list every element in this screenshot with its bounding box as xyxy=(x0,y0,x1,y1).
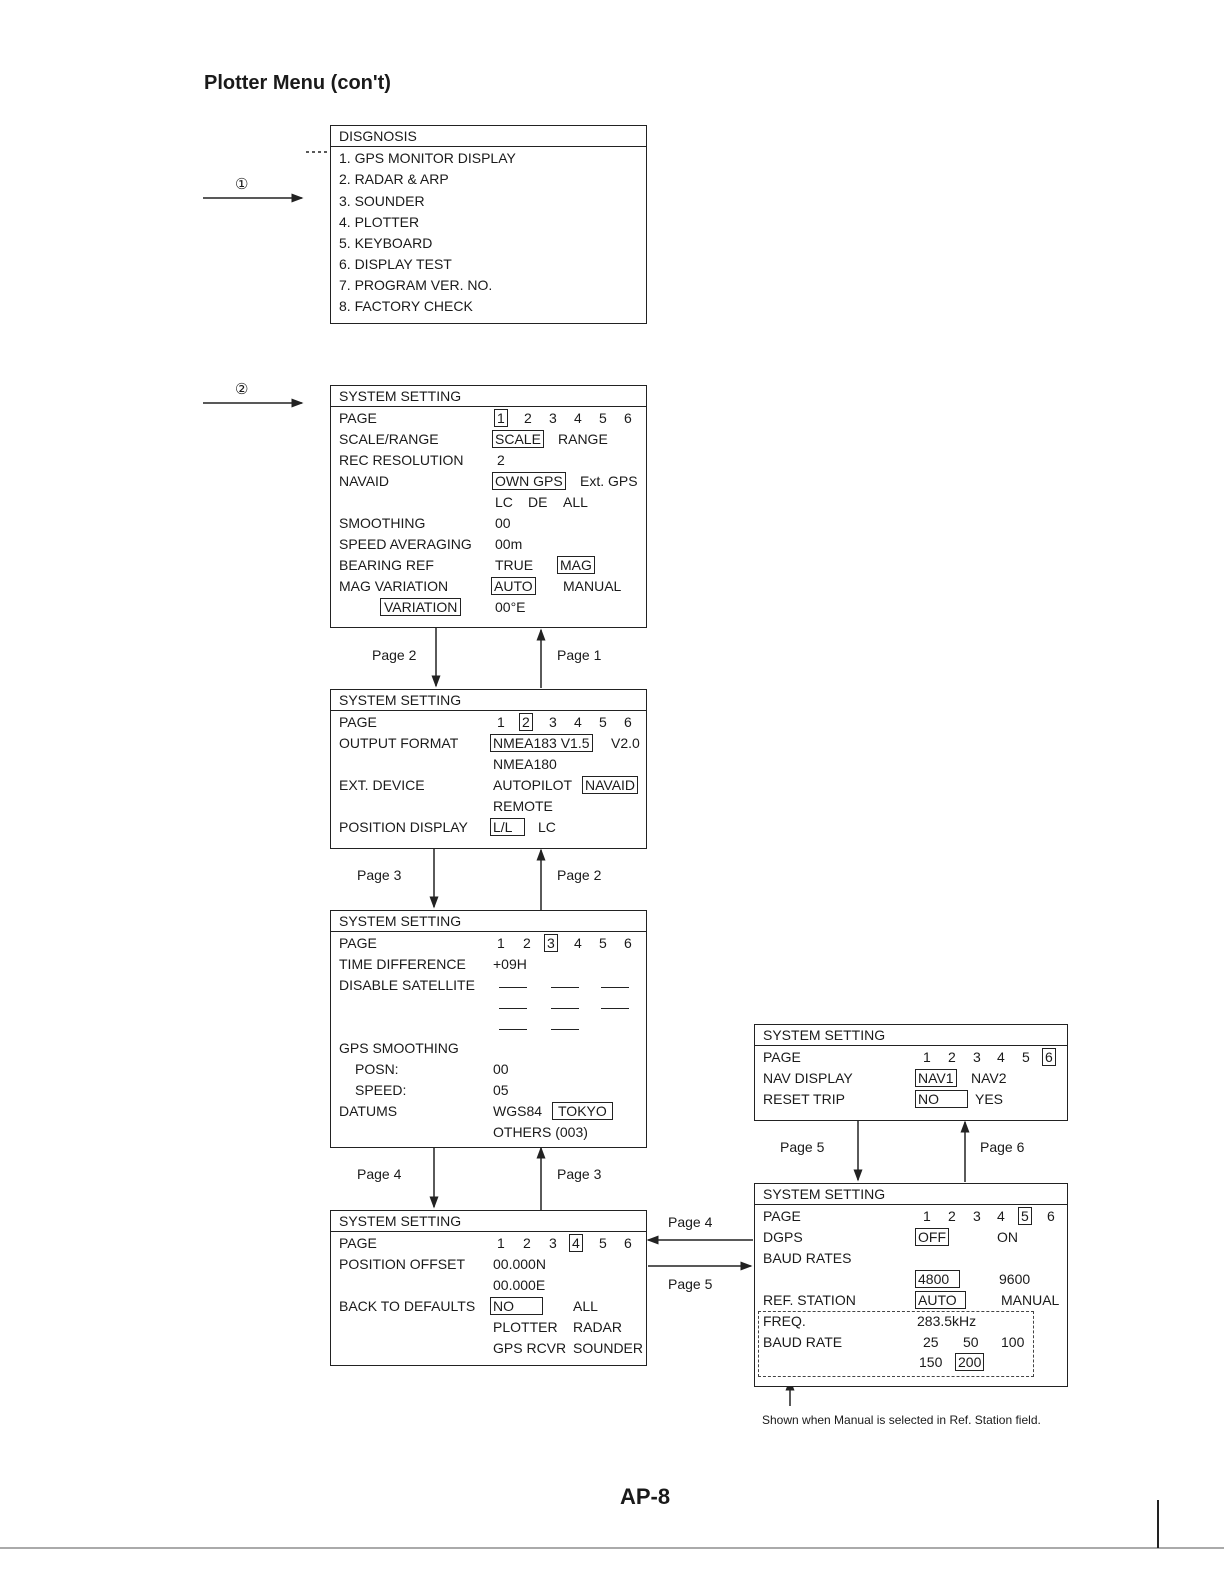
offset-east-value[interactable]: 00.000E xyxy=(493,1277,546,1293)
nav1-option[interactable]: NAV1 xyxy=(918,1070,954,1086)
page-label: PAGE xyxy=(339,410,377,426)
time-difference-value[interactable]: +09H xyxy=(493,956,527,972)
page-4-tab[interactable]: 4 xyxy=(574,935,582,951)
gps-smoothing-label: GPS SMOOTHING xyxy=(339,1040,459,1056)
page-3-tab[interactable]: 3 xyxy=(547,935,555,951)
panel-header: SYSTEM SETTING xyxy=(339,1213,462,1229)
remote-option[interactable]: REMOTE xyxy=(493,798,553,814)
speed-label: SPEED: xyxy=(355,1082,407,1098)
v20-option[interactable]: V2.0 xyxy=(611,735,640,751)
page-2-tab[interactable]: 2 xyxy=(523,1235,531,1251)
manual-option[interactable]: MANUAL xyxy=(563,578,622,594)
page-2-tab[interactable]: 2 xyxy=(524,410,532,426)
dgps-label: DGPS xyxy=(763,1229,803,1245)
satellite-slot[interactable] xyxy=(551,1029,579,1030)
page-5-tab[interactable]: 5 xyxy=(599,935,607,951)
page-3-tab[interactable]: 3 xyxy=(973,1208,981,1224)
page-2-tab[interactable]: 2 xyxy=(523,935,531,951)
satellite-slot[interactable] xyxy=(551,987,579,988)
page-label: PAGE xyxy=(763,1208,801,1224)
tokyo-option[interactable]: TOKYO xyxy=(553,1103,612,1119)
system-setting-page-1 xyxy=(330,385,647,628)
output-format-label: OUTPUT FORMAT xyxy=(339,735,459,751)
own-gps-option[interactable]: OWN GPS xyxy=(495,473,563,489)
offset-north-value[interactable]: 00.000N xyxy=(493,1256,546,1272)
page-number: AP-8 xyxy=(620,1484,671,1509)
auto-option[interactable]: AUTO xyxy=(494,578,533,594)
disable-satellite-label: DISABLE SATELLITE xyxy=(339,977,475,993)
page-3-tab[interactable]: 3 xyxy=(549,1235,557,1251)
on-option[interactable]: ON xyxy=(997,1229,1018,1245)
posn-label: POSN: xyxy=(355,1061,399,1077)
page-label: PAGE xyxy=(763,1049,801,1065)
ref-station-label: REF. STATION xyxy=(763,1292,856,1308)
satellite-slot[interactable] xyxy=(551,1008,579,1009)
ext-gps-option[interactable]: Ext. GPS xyxy=(580,473,638,489)
lc-option[interactable]: LC xyxy=(495,494,513,510)
smoothing-value[interactable]: 00 xyxy=(495,515,511,531)
rate-150-option[interactable]: 150 xyxy=(919,1354,943,1370)
page-5-tab[interactable]: 5 xyxy=(1021,1208,1029,1224)
mag-variation-label: MAG VARIATION xyxy=(339,578,449,594)
others-option[interactable]: OTHERS (003) xyxy=(493,1124,588,1140)
page-1-tab[interactable]: 1 xyxy=(497,1235,505,1251)
page-label: PAGE xyxy=(339,1235,377,1251)
baud-rate-label: BAUD RATE xyxy=(763,1334,843,1350)
all-option[interactable]: ALL xyxy=(573,1298,598,1314)
system-setting-page-6 xyxy=(754,1024,1068,1121)
page-5-tab[interactable]: 5 xyxy=(599,714,607,730)
panel-header: SYSTEM SETTING xyxy=(339,913,462,929)
diagnosis-item[interactable]: 2. RADAR & ARP xyxy=(339,171,449,187)
sounder-option[interactable]: SOUNDER xyxy=(573,1340,644,1356)
mag-option[interactable]: MAG xyxy=(560,557,592,573)
page-3-tab[interactable]: 3 xyxy=(973,1049,981,1065)
ext-device-label: EXT. DEVICE xyxy=(339,777,425,793)
arrow-label: Page 1 xyxy=(557,647,602,663)
autopilot-option[interactable]: AUTOPILOT xyxy=(493,777,573,793)
time-difference-label: TIME DIFFERENCE xyxy=(339,956,466,972)
system-setting-page-5 xyxy=(754,1183,1068,1387)
lc-option[interactable]: LC xyxy=(538,819,556,835)
navaid-label: NAVAID xyxy=(339,473,390,489)
page-title: Plotter Menu (con't) xyxy=(204,72,391,94)
back-to-defaults-label: BACK TO DEFAULTS xyxy=(339,1298,476,1314)
page-4-tab[interactable]: 4 xyxy=(572,1235,580,1251)
page-5-tab[interactable]: 5 xyxy=(599,1235,607,1251)
page-2-tab[interactable]: 2 xyxy=(522,714,530,730)
satellite-slot[interactable] xyxy=(601,987,629,988)
diagnosis-item[interactable]: 6. DISPLAY TEST xyxy=(339,256,452,272)
manual-option[interactable]: MANUAL xyxy=(1001,1292,1060,1308)
rate-200-option[interactable]: 200 xyxy=(958,1354,982,1370)
speed-averaging-label: SPEED AVERAGING xyxy=(339,536,472,552)
diagnosis-item[interactable]: 5. KEYBOARD xyxy=(339,235,433,251)
page-4-tab[interactable]: 4 xyxy=(574,714,582,730)
gps-rcvr-option[interactable]: GPS RCVR xyxy=(493,1340,567,1356)
range-option[interactable]: RANGE xyxy=(558,431,608,447)
rate-100-option[interactable]: 100 xyxy=(1001,1334,1025,1350)
true-option[interactable]: TRUE xyxy=(495,557,534,573)
manual-note: Shown when Manual is selected in Ref. Station field. xyxy=(762,1413,1041,1427)
freq-label: FREQ. xyxy=(763,1313,806,1329)
panel-header: SYSTEM SETTING xyxy=(763,1027,886,1043)
page-1-tab[interactable]: 1 xyxy=(497,410,505,426)
page-1-tab[interactable]: 1 xyxy=(497,714,505,730)
page-label: PAGE xyxy=(339,935,377,951)
ll-option[interactable]: L/L xyxy=(491,819,524,835)
rate-50-option[interactable]: 50 xyxy=(963,1334,979,1350)
page-6-tab[interactable]: 6 xyxy=(624,935,632,951)
position-offset-label: POSITION OFFSET xyxy=(339,1256,466,1272)
arrow-label: Page 4 xyxy=(357,1166,402,1182)
satellite-slot[interactable] xyxy=(499,987,527,988)
auto-option[interactable]: AUTO xyxy=(916,1292,965,1308)
page-6-tab[interactable]: 6 xyxy=(624,1235,632,1251)
posn-value[interactable]: 00 xyxy=(493,1061,509,1077)
arrow-label: Page 2 xyxy=(372,647,417,663)
all-option[interactable]: ALL xyxy=(563,494,588,510)
page-4-tab[interactable]: 4 xyxy=(997,1049,1005,1065)
rec-resolution-label: REC RESOLUTION xyxy=(339,452,464,468)
reset-trip-label: RESET TRIP xyxy=(763,1091,845,1107)
diagnosis-item[interactable]: 7. PROGRAM VER. NO. xyxy=(339,277,493,293)
satellite-slot[interactable] xyxy=(499,1008,527,1009)
scale-option[interactable]: SCALE xyxy=(495,431,541,447)
speed-averaging-value[interactable]: 00m xyxy=(495,536,523,552)
satellite-slot[interactable] xyxy=(601,1008,629,1009)
no-option[interactable]: NO xyxy=(916,1091,967,1107)
nav-display-label: NAV DISPLAY xyxy=(763,1070,853,1086)
freq-value[interactable]: 283.5kHz xyxy=(917,1313,977,1329)
nmea180-option[interactable]: NMEA180 xyxy=(493,756,557,772)
rate-25-option[interactable]: 25 xyxy=(923,1334,939,1350)
page-5-tab[interactable]: 5 xyxy=(1022,1049,1030,1065)
diagnosis-item[interactable]: 8. FACTORY CHECK xyxy=(339,298,473,314)
page-1-tab[interactable]: 1 xyxy=(923,1208,931,1224)
system-setting-page-4 xyxy=(330,1210,647,1366)
de-option[interactable]: DE xyxy=(528,494,548,510)
arrow-label: Page 5 xyxy=(668,1276,713,1292)
baud-4800-option[interactable]: 4800 xyxy=(916,1271,959,1287)
variation-field[interactable]: VARIATION xyxy=(381,599,460,615)
system-setting-page-3 xyxy=(330,910,647,1148)
navaid-option[interactable]: NAVAID xyxy=(585,777,636,793)
diagnosis-item[interactable]: 4. PLOTTER xyxy=(339,214,420,230)
plotter-option[interactable]: PLOTTER xyxy=(493,1319,558,1335)
page-1-tab[interactable]: 1 xyxy=(923,1049,931,1065)
variation-value[interactable]: 00°E xyxy=(495,599,526,615)
position-display-label: POSITION DISPLAY xyxy=(339,819,468,835)
diagnosis-header: DISGNOSIS xyxy=(339,128,417,144)
page-4-tab[interactable]: 4 xyxy=(574,410,582,426)
page-5-tab[interactable]: 5 xyxy=(599,410,607,426)
satellite-slot[interactable] xyxy=(499,1029,527,1030)
marker-one: ① xyxy=(235,176,249,193)
nmea183-option[interactable]: NMEA183 V1.5 xyxy=(493,735,590,751)
radar-option[interactable]: RADAR xyxy=(573,1319,623,1335)
page-6-tab[interactable]: 6 xyxy=(1047,1208,1055,1224)
diagnosis-item[interactable]: 3. SOUNDER xyxy=(339,193,425,209)
arrow-label: Page 6 xyxy=(980,1139,1025,1155)
wgs84-option[interactable]: WGS84 xyxy=(493,1103,543,1119)
arrow-label: Page 3 xyxy=(557,1166,602,1182)
arrow-label: Page 2 xyxy=(557,867,602,883)
datums-label: DATUMS xyxy=(339,1103,398,1119)
arrow-label: Page 4 xyxy=(668,1214,713,1230)
page-2-tab[interactable]: 2 xyxy=(948,1049,956,1065)
rec-resolution-value[interactable]: 2 xyxy=(497,452,505,468)
scale-range-label: SCALE/RANGE xyxy=(339,431,439,447)
baud-9600-option[interactable]: 9600 xyxy=(999,1271,1031,1287)
arrow-label: Page 3 xyxy=(357,867,402,883)
page-3-tab[interactable]: 3 xyxy=(549,714,557,730)
smoothing-label: SMOOTHING xyxy=(339,515,426,531)
baud-rates-label: BAUD RATES xyxy=(763,1250,852,1266)
page-6-tab[interactable]: 6 xyxy=(624,410,632,426)
arrow-label: Page 5 xyxy=(780,1139,825,1155)
page-label: PAGE xyxy=(339,714,377,730)
panel-header: SYSTEM SETTING xyxy=(763,1186,886,1202)
page-4-tab[interactable]: 4 xyxy=(997,1208,1005,1224)
diagnosis-menu xyxy=(330,125,647,324)
page-2-tab[interactable]: 2 xyxy=(948,1208,956,1224)
page-6-tab[interactable]: 6 xyxy=(624,714,632,730)
no-option[interactable]: NO xyxy=(491,1298,542,1314)
page-6-tab[interactable]: 6 xyxy=(1045,1049,1053,1065)
system-setting-page-2 xyxy=(330,689,647,849)
marker-two: ② xyxy=(235,381,249,398)
panel-header: SYSTEM SETTING xyxy=(339,692,462,708)
bearing-ref-label: BEARING REF xyxy=(339,557,434,573)
speed-value[interactable]: 05 xyxy=(493,1082,509,1098)
nav2-option[interactable]: NAV2 xyxy=(971,1070,1007,1086)
page-3-tab[interactable]: 3 xyxy=(549,410,557,426)
yes-option[interactable]: YES xyxy=(975,1091,1004,1107)
panel-header: SYSTEM SETTING xyxy=(339,388,462,404)
page-1-tab[interactable]: 1 xyxy=(497,935,505,951)
off-option[interactable]: OFF xyxy=(918,1229,946,1245)
diagnosis-item[interactable]: 1. GPS MONITOR DISPLAY xyxy=(339,150,516,166)
